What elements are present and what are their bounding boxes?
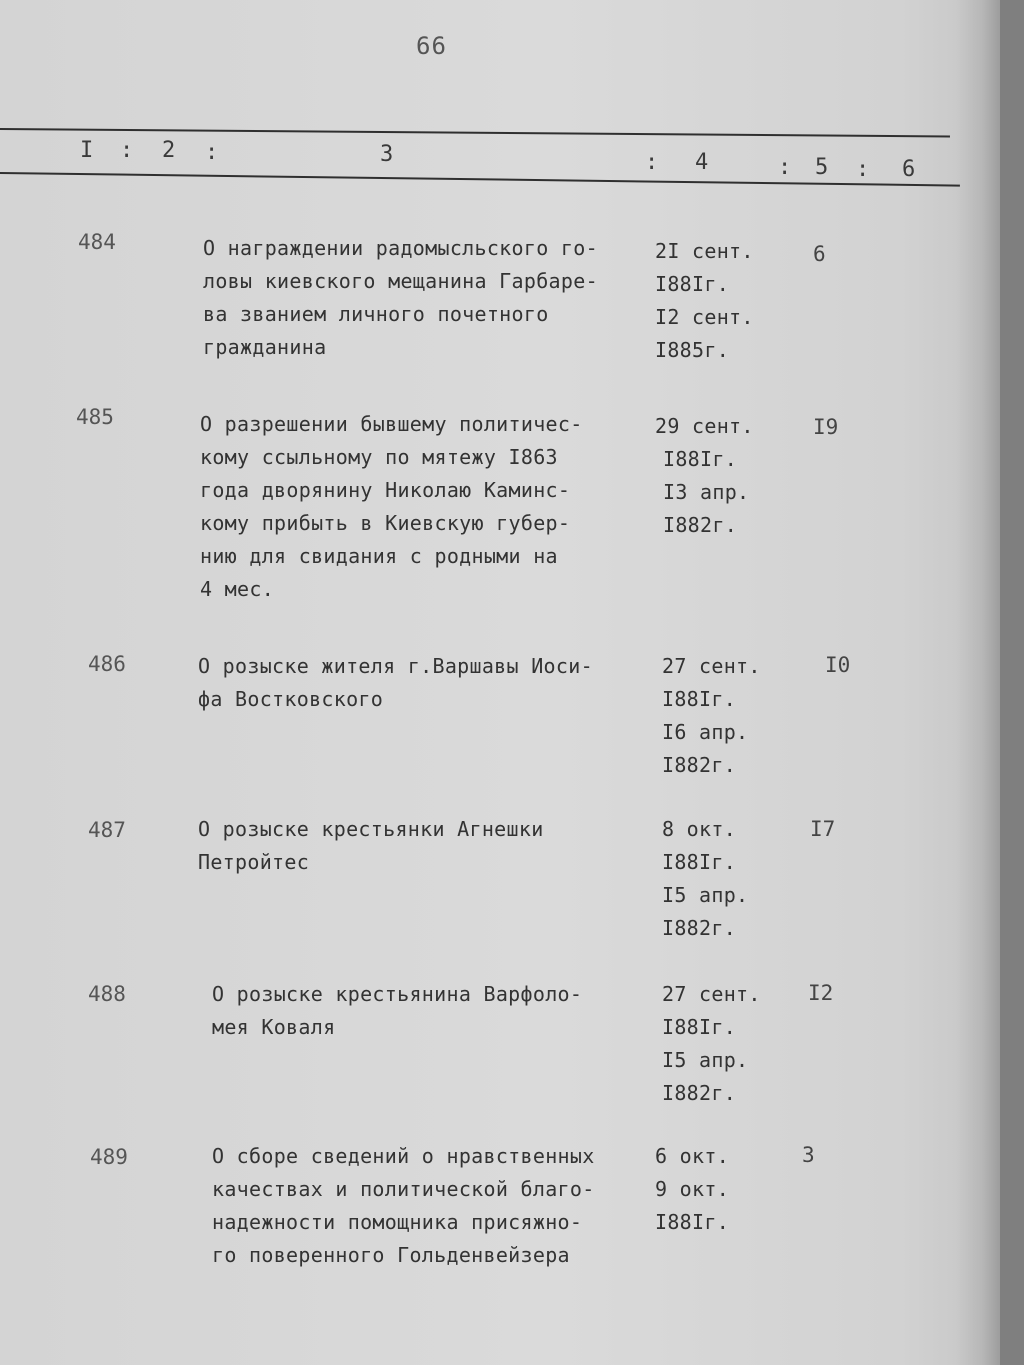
entry-number: 486 — [88, 652, 126, 676]
entry-title-line: О розыске крестьянки Агнешки — [198, 817, 544, 841]
entry-title-line: ва званием личного почетного — [203, 302, 549, 326]
entry-dates — [655, 410, 754, 542]
entry-date-line: I6 апр. — [662, 720, 749, 744]
entry-title-line: Петройтес — [198, 850, 310, 874]
entry-title-line: гражданина — [203, 335, 327, 359]
entry-date-line: 9 окт. — [655, 1177, 730, 1201]
entry-date-line: 2I сент. — [655, 239, 754, 263]
column-separator: : — [205, 140, 219, 165]
column-separator: : — [120, 138, 134, 163]
entry-date-line: I2 сент. — [655, 305, 754, 329]
entry-title — [200, 408, 640, 606]
entry-title-line: кому прибыть в Киевскую губер- — [200, 511, 571, 535]
entry-title-line: фа Востковского — [198, 687, 384, 711]
entry-dates — [662, 650, 761, 782]
entry-number: 485 — [76, 405, 114, 429]
entry-date-line: 29 сент. — [655, 414, 754, 438]
entry-date-line: 27 сент. — [662, 982, 761, 1006]
entry-title-line: качествах и политической благо- — [212, 1177, 595, 1201]
entry-title-line: года дворянину Николаю Каминс- — [200, 478, 571, 502]
entry-title-line: О разрешении бывшему политичес- — [200, 412, 583, 436]
entry-dates — [662, 978, 761, 1110]
entry-dates — [655, 235, 754, 367]
entry-date-line: I882г. — [662, 753, 737, 777]
entry-number: 487 — [88, 818, 126, 842]
entry-title-line: О сборе сведений о нравственных — [212, 1144, 595, 1168]
entry-title — [212, 978, 652, 1044]
entry-title-line: мея Коваля — [212, 1015, 336, 1039]
entry-date-line: 8 окт. — [662, 817, 737, 841]
entry-title-line: кому ссыльному по мятежу I863 — [200, 445, 558, 469]
column-separator: : — [645, 150, 659, 175]
entry-title-line: го поверенного Гольденвейзера — [212, 1243, 570, 1267]
page-number: 66 — [416, 32, 447, 60]
entry-date-line: I88Iг. — [662, 850, 737, 874]
entry-date-line: I88Iг. — [662, 687, 737, 711]
entry-number: 488 — [88, 982, 126, 1006]
entry-sheet-count: I2 — [808, 981, 834, 1005]
page-edge-shadow — [955, 0, 1000, 1365]
entry-date-line: I88Iг. — [662, 1015, 737, 1039]
column-header-6: 6 — [902, 157, 916, 182]
entry-number: 484 — [78, 230, 116, 254]
header-top-rule — [0, 128, 950, 137]
entry-date-line: 27 сент. — [662, 654, 761, 678]
entry-date-line: I882г. — [663, 513, 738, 537]
entry-title-line: 4 мес. — [200, 577, 275, 601]
column-header-3: 3 — [380, 142, 394, 167]
entry-title-line: О награждении радомысльского го- — [203, 236, 598, 260]
entry-date-line: I88Iг. — [663, 447, 738, 471]
entry-date-line: I88Iг. — [655, 1210, 730, 1234]
entry-number: 489 — [90, 1145, 128, 1169]
entry-date-line: I3 апр. — [663, 480, 750, 504]
entry-title — [203, 232, 643, 364]
entry-title-line: ловы киевского мещанина Гарбаре- — [203, 269, 598, 293]
column-separator: : — [856, 157, 870, 182]
entry-date-line: I5 апр. — [662, 1048, 749, 1072]
entry-title-line: надежности помощника присяжно- — [212, 1210, 583, 1234]
entry-sheet-count: I9 — [813, 415, 839, 439]
entry-date-line: I882г. — [662, 1081, 737, 1105]
entry-title-line: нию для свидания с родными на — [200, 544, 558, 568]
column-header-2: 2 — [162, 138, 176, 163]
column-header-1: I — [80, 138, 94, 163]
entry-date-line: 6 окт. — [655, 1144, 730, 1168]
column-separator: : — [778, 155, 792, 180]
entry-sheet-count: 3 — [802, 1143, 815, 1167]
entry-title — [198, 813, 638, 879]
entry-date-line: I885г. — [655, 338, 730, 362]
entry-date-line: I88Iг. — [655, 272, 730, 296]
entry-title-line: О розыске крестьянина Варфоло- — [212, 982, 583, 1006]
entry-date-line: I882г. — [662, 916, 737, 940]
column-header-4: 4 — [695, 150, 709, 175]
entry-title-line: О розыске жителя г.Варшавы Иоси- — [198, 654, 593, 678]
entry-title — [212, 1140, 652, 1272]
entry-title — [198, 650, 638, 716]
entry-date-line: I5 апр. — [662, 883, 749, 907]
entry-sheet-count: I0 — [825, 653, 851, 677]
entry-sheet-count: I7 — [810, 817, 836, 841]
column-header-5: 5 — [815, 155, 829, 180]
entry-dates — [655, 1140, 729, 1239]
entry-dates — [662, 813, 748, 945]
entry-sheet-count: 6 — [813, 242, 826, 266]
